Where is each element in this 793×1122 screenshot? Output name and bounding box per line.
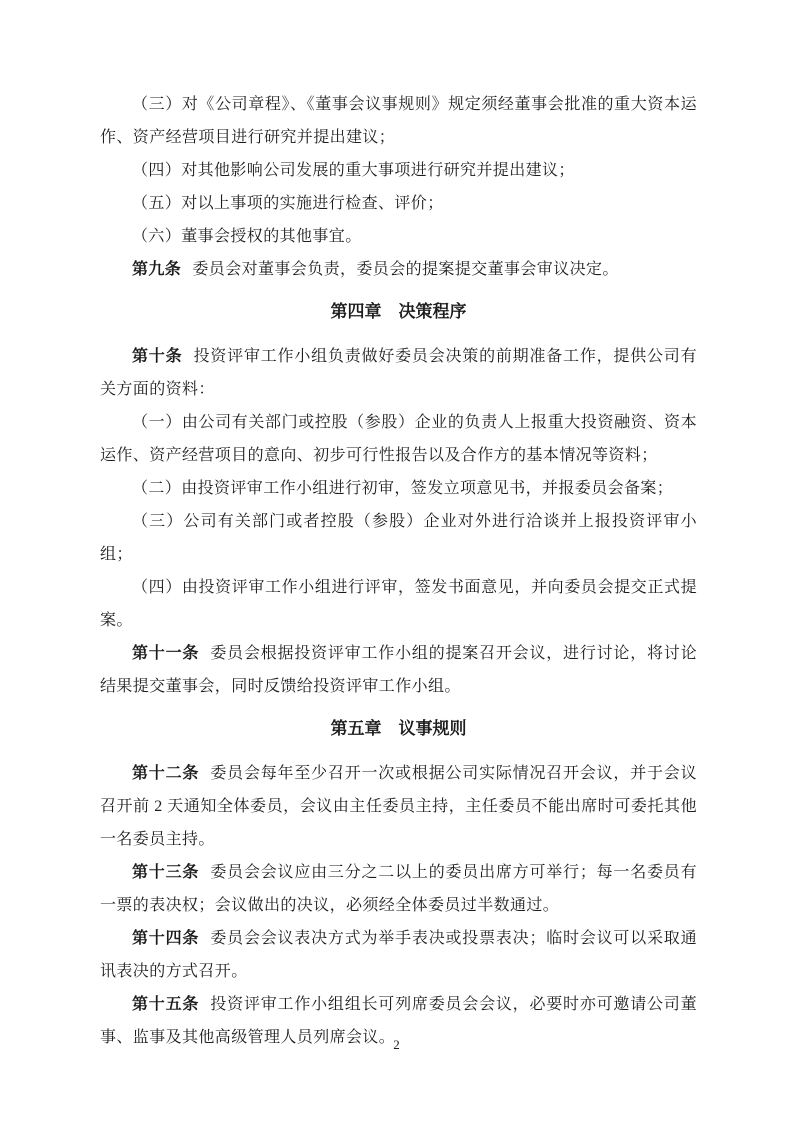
- clause-text: 委员会会议表决方式为举手表决或投票表决；临时会议可以采取通讯表决的方式召开。: [100, 930, 697, 980]
- page-number: 2: [393, 1037, 400, 1052]
- list-item-paragraph: （一）由公司有关部门或控股（参股）企业的负责人上报重大投资融资、资本运作、资产经营项目的意向、初步可行性报告以及合作方的基本情况等资料；: [100, 414, 697, 464]
- clause-paragraph: [100, 340, 697, 406]
- document-body: [100, 88, 697, 1054]
- clause-number: 第十条: [132, 348, 183, 365]
- clause-text: 委员会会议应由三分之二以上的委员出席方可举行；每一名委员有一票的表决权；会议做出的决议，必须经全体委员过半数通过。: [100, 864, 697, 914]
- clause-paragraph: [100, 922, 697, 988]
- clause-text: 委员会每年至少召开一次或根据公司实际情况召开会议，并于会议召开前 2 天通知全体委员，会议由主任委员主持，主任委员不能出席时可委托其他一名委员主持。: [100, 765, 697, 848]
- list-item-paragraph: （二）由投资评审工作小组进行初审，签发立项意见书，并报委员会备案；: [132, 480, 674, 497]
- clause-paragraph: [100, 637, 697, 703]
- list-item-paragraph: （四）由投资评审工作小组进行评审，签发书面意见，并向委员会提交正式提案。: [100, 579, 697, 629]
- clause-text: 委员会根据投资评审工作小组的提案召开会议，进行讨论，将讨论结果提交董事会，同时反馈给投资评审工作小组。: [100, 645, 697, 695]
- clause-text: 投资评审工作小组负责做好委员会决策的前期准备工作，提供公司有关方面的资料：: [100, 348, 697, 398]
- chapter-heading: 第四章 决策程序: [330, 302, 467, 321]
- clause-paragraph: [100, 856, 697, 922]
- clause-number: 第九条: [132, 261, 182, 278]
- clause-paragraph: [100, 253, 697, 286]
- clause-number: 第十二条: [132, 765, 200, 782]
- list-item-paragraph: （六）董事会授权的其他事宜。: [132, 228, 362, 245]
- list-item-paragraph: （五）对以上事项的实施进行检查、评价；: [132, 195, 444, 212]
- clause-number: 第十四条: [132, 930, 200, 947]
- list-item-paragraph: （四）对其他影响公司发展的重大事项进行研究并提出建议；: [132, 162, 575, 179]
- list-item-paragraph: （三）公司有关部门或者控股（参股）企业对外进行洽谈并上报投资评审小组；: [100, 513, 697, 563]
- list-item-paragraph: （三）对《公司章程》、《董事会议事规则》规定须经董事会批准的重大资本运作、资产经营项目进行研究并提出建议；: [100, 96, 697, 146]
- clause-number: 第十三条: [132, 864, 200, 881]
- clause-text: 投资评审工作小组组长可列席委员会会议，必要时亦可邀请公司董事、监事及其他高级管理人员列席会议。: [100, 996, 697, 1046]
- chapter-heading: 第五章 议事规则: [330, 719, 467, 738]
- clause-paragraph: [100, 757, 697, 856]
- clause-number: 第十五条: [132, 996, 200, 1013]
- clause-number: 第十一条: [132, 645, 200, 662]
- clause-text: 委员会对董事会负责，委员会的提案提交董事会审议决定。: [192, 261, 619, 278]
